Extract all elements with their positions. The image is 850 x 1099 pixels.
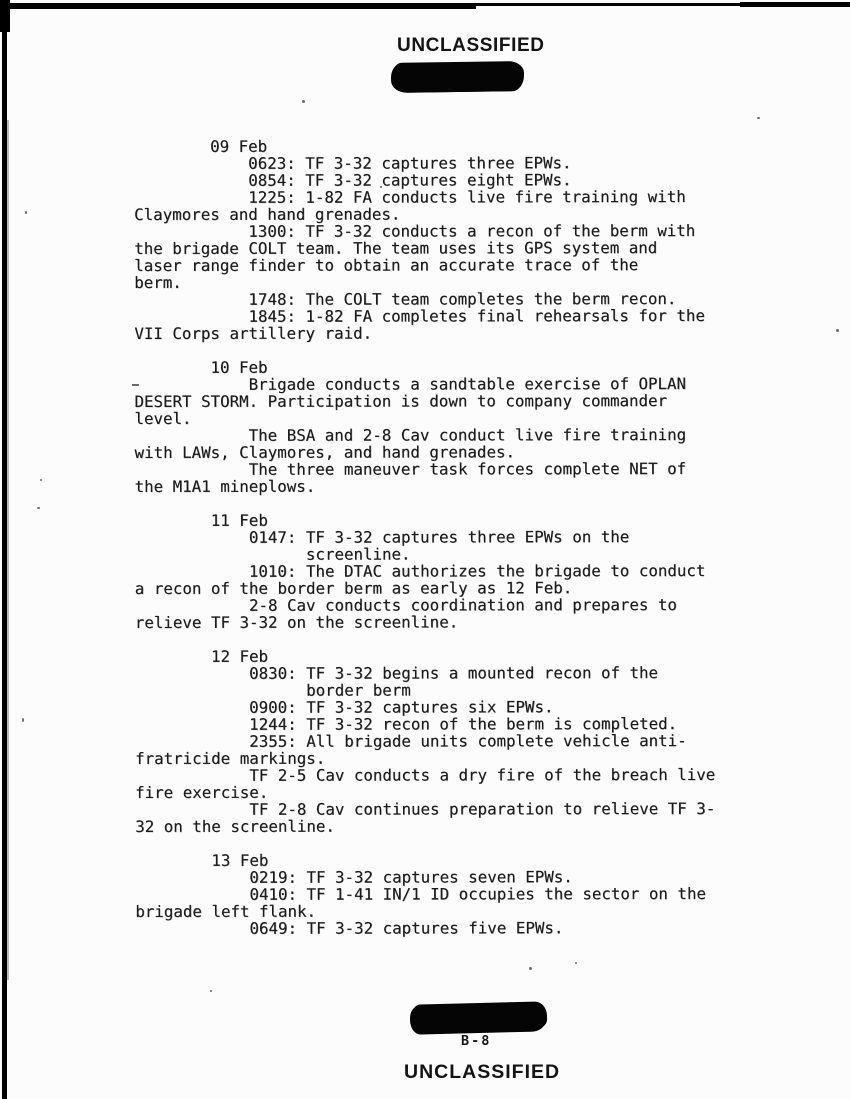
scan-edge-top xyxy=(468,3,749,6)
top-classification-label: UNCLASSIFIED xyxy=(397,35,545,56)
redaction-bar-top xyxy=(392,61,523,92)
scan-speck xyxy=(210,990,212,992)
scan-edge-left-smudge xyxy=(7,120,9,980)
scan-speck xyxy=(575,962,577,964)
scan-speck xyxy=(529,967,532,970)
scan-speck xyxy=(25,211,27,214)
bottom-classification-label: UNCLASSIFIED xyxy=(404,1061,561,1083)
scan-edge-top xyxy=(0,3,476,9)
scan-speck xyxy=(40,479,42,481)
redaction-bar-bottom xyxy=(412,1001,548,1032)
scan-edge-top xyxy=(740,2,850,7)
scan-speck xyxy=(22,718,24,722)
scan-speck xyxy=(836,329,839,332)
scan-speck xyxy=(37,507,40,509)
typewritten-text: 09 Feb 0623: TF 3-32 captures three EPWs. 0854: TF 3-32 captures eight EPWs. 1225: 1-82 FA conducts live fire training with Claymores and hand grenades. 1300: TF 3-32 conducts a recon of the berm with the brigade COLT team. The team uses its GPS system and laser range finder to obtain an accurate trace of the berm. 1748: The COLT team completes the berm recon. 1845: 1-82 FA completes final rehearsals for the VII Corps artillery raid. 10 Feb Brigade conducts a sandtable exercise of OPLAN DESERT STORM. Participation is down to company commander level. The BSA and 2-8 Cav conduct live fire training with LAWs, Claymores, and hand grenades. The three maneuver task forces complete NET of the M1A1 mineplows. 11 Feb 0147: TF 3-32 captures three EPWs on the screenline. 1010: The DTAC authorizes the brigade to conduct a recon of the border berm as early as 12 Feb. 2-8 Cav conducts coordination and prepares to relieve TF 3-32 on the screenline. 12 Feb 0830: TF 3-32 begins a mounted recon of the border berm 0900: TF 3-32 captures six EPWs. 1244: TF 3-32 recon of the berm is completed. 2355: All brigade units complete vehicle anti- fratricide markings. TF 2-5 Cav conducts a dry fire of the breach live fire exercise. TF 2-8 Cav continues preparation to relieve TF 3- 32 on the screenline. 13 Feb 0219: TF 3-32 captures seven EPWs. 0410: TF 1-41 IN/1 ID occupies the sector on the brigade left flank. 0649: TF 3-32 captures five EPWs. xyxy=(133,136,716,938)
scan-speck xyxy=(302,100,305,103)
scan-speck xyxy=(757,117,760,119)
page-number-label: B-8 xyxy=(461,1033,492,1049)
